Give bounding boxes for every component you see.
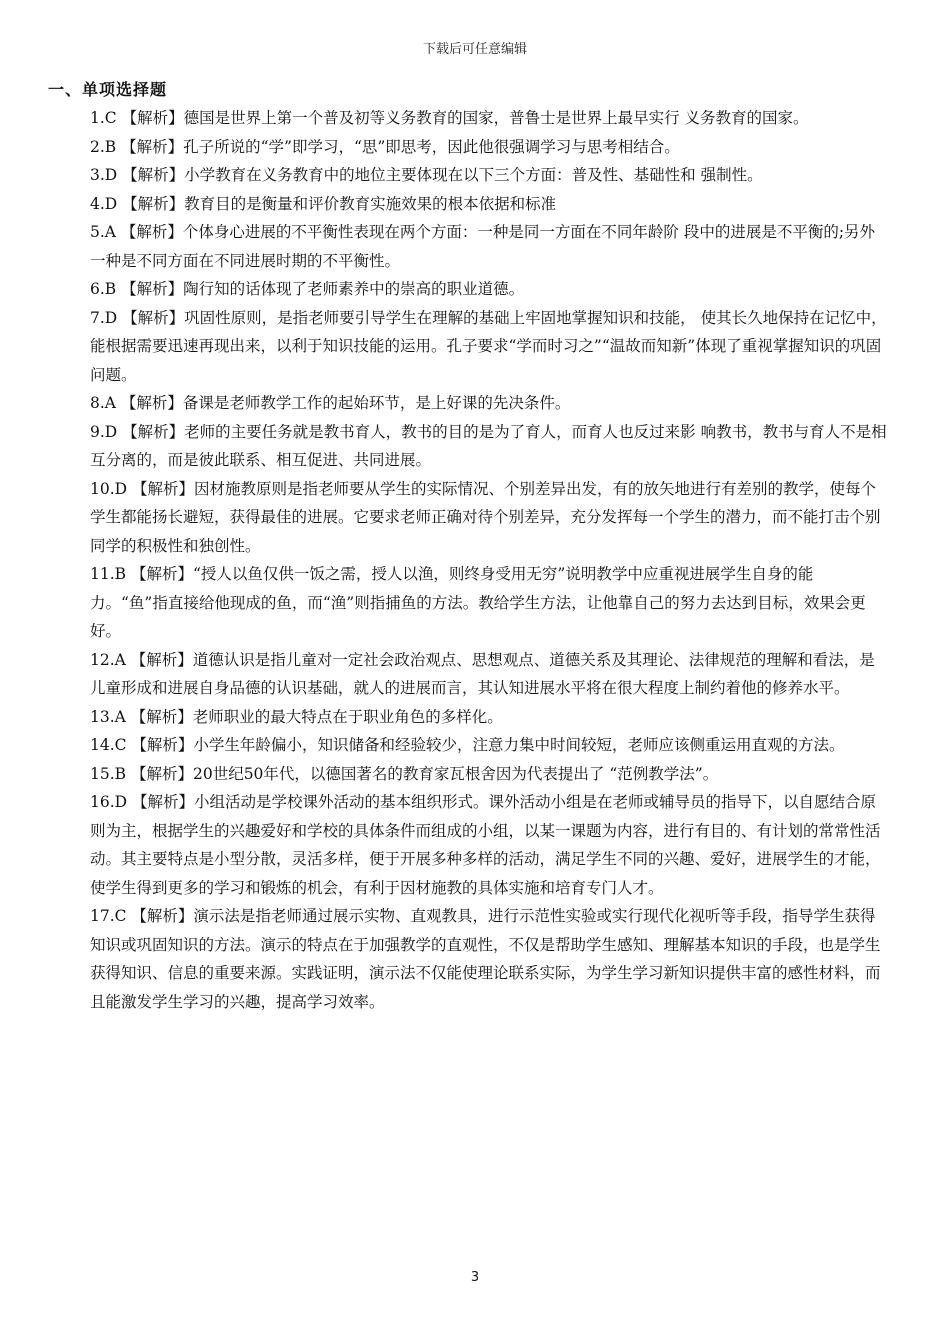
- answer-item-9: 9.D 【解析】老师的主要任务就是教书育人，教书的目的是为了育人，而育人也反过来影 响教书，教书与育人不是相互分离的，而是彼此联系、相互促进、共同进展。: [90, 422, 887, 469]
- answer-item-8: 8.A 【解析】备课是老师教学工作的起始环节，是上好课的先决条件。: [90, 394, 571, 412]
- answer-item-16: 16.D 【解析】小组活动是学校课外活动的基本组织形式。课外活动小组是在老师或辅导员的指导下，以自愿结合原则为主，根据学生的兴趣爱好和学校的具体条件而组成的小组，以某一课题为内容，进行有目的、有计划的常常性活动。其主要特点是小型分散，灵活多样，便于开展多种多样的活动，满足学生不同的兴趣、爱好，进展学生的才能，使学生得到更多的学习和锻炼的机会，有利于因材施教的具体实施和培育专门人才。: [90, 793, 881, 897]
- answer-item-17: 17.C 【解析】演示法是指老师通过展示实物、直观教具，进行示范性实验或实行现代化视听等手段，指导学生获得知识或巩固知识的方法。演示的特点在于加强教学的直观性，不仅是帮助学生感知、理解基本知识的手段，也是学生获得知识、信息的重要来源。实践证明，演示法不仅能使理论联系实际，为学生学习新知识提供丰富的感性材料，而且能激发学生学习的兴趣，提高学习效率。: [90, 907, 881, 1011]
- answer-item-4: 4.D 【解析】教育目的是衡量和评价教育实施效果的根本依据和标准: [90, 194, 557, 213]
- page-header: 下载后可任意编辑: [422, 42, 527, 57]
- answer-item-13: 13.A 【解析】老师职业的最大特点在于职业角色的多样化。: [90, 707, 503, 726]
- answer-item-5: 5.A 【解析】个体身心进展的不平衡性表现在两个方面：一种是同一方面在不同年龄阶 段中的进展是不平衡的;另外一种是不同方面在不同进展时期的不平衡性。: [90, 223, 876, 270]
- answer-item-1: 1.C 【解析】德国是世界上第一个普及初等义务教育的国家，普鲁士是世界上最早实行 义务教育的国家。: [90, 109, 809, 127]
- answer-item-14: 14.C 【解析】小学生年龄偏小，知识储备和经验较少，注意力集中时间较短，老师应该侧重运用直观的方法。: [90, 736, 845, 754]
- answer-item-6: 6.B 【解析】陶行知的话体现了老师素养中的崇高的职业道德。: [90, 280, 525, 298]
- answer-item-2: 2.B 【解析】孔子所说的“学”即学习，“思”即思考，因此他很强调学习与思考相结合。: [90, 137, 680, 156]
- answer-item-10: 10.D 【解析】因材施教原则是指老师要从学生的实际情况、个别差异出发，有的放矢地进行有差别的教学，使每个学生都能扬长避短，获得最佳的进展。它要求老师正确对待个别差异，充分发挥每一个学生的潜力，而不能打击个别同学的积极性和独创性。: [90, 479, 881, 555]
- answer-item-3: 3.D 【解析】小学教育在义务教育中的地位主要体现在以下三个方面：普及性、基础性和 强制性。: [90, 166, 763, 184]
- section-title: 一、单项选择题: [48, 80, 168, 99]
- answer-list: [90, 104, 890, 1016]
- page-number: 3: [470, 1270, 480, 1285]
- answer-item-11: 11.B 【解析】“授人以鱼仅供一饭之需，授人以渔，则终身受用无穷”说明教学中应重视进展学生自身的能力。“鱼”指直接给他现成的鱼，而“渔”则指捕鱼的方法。教给学生方法，让他靠自己的努力去达到目标，效果会更好。: [90, 565, 866, 640]
- answer-item-15: 15.B 【解析】20世纪50年代，以德国著名的教育家瓦根舍因为代表提出了 “范例教学法”。: [90, 764, 719, 783]
- answer-item-12: 12.A 【解析】道德认识是指儿童对一定社会政治观点、思想观点、道德关系及其理论、法律规范的理解和看法，是儿童形成和进展自身品德的认识基础，就人的进展而言，其认知进展水平将在很大程度上制约着他的修养水平。: [90, 650, 875, 697]
- answer-item-7: 7.D 【解析】巩固性原则，是指老师要引导学生在理解的基础上牢固地掌握知识和技能， 使其长久地保持在记忆中，能根据需要迅速再现出来，以利于知识技能的运用。孔子要求“学而时习之”“温故而知新”体现了重视掌握知识的巩固问题。: [90, 308, 887, 384]
